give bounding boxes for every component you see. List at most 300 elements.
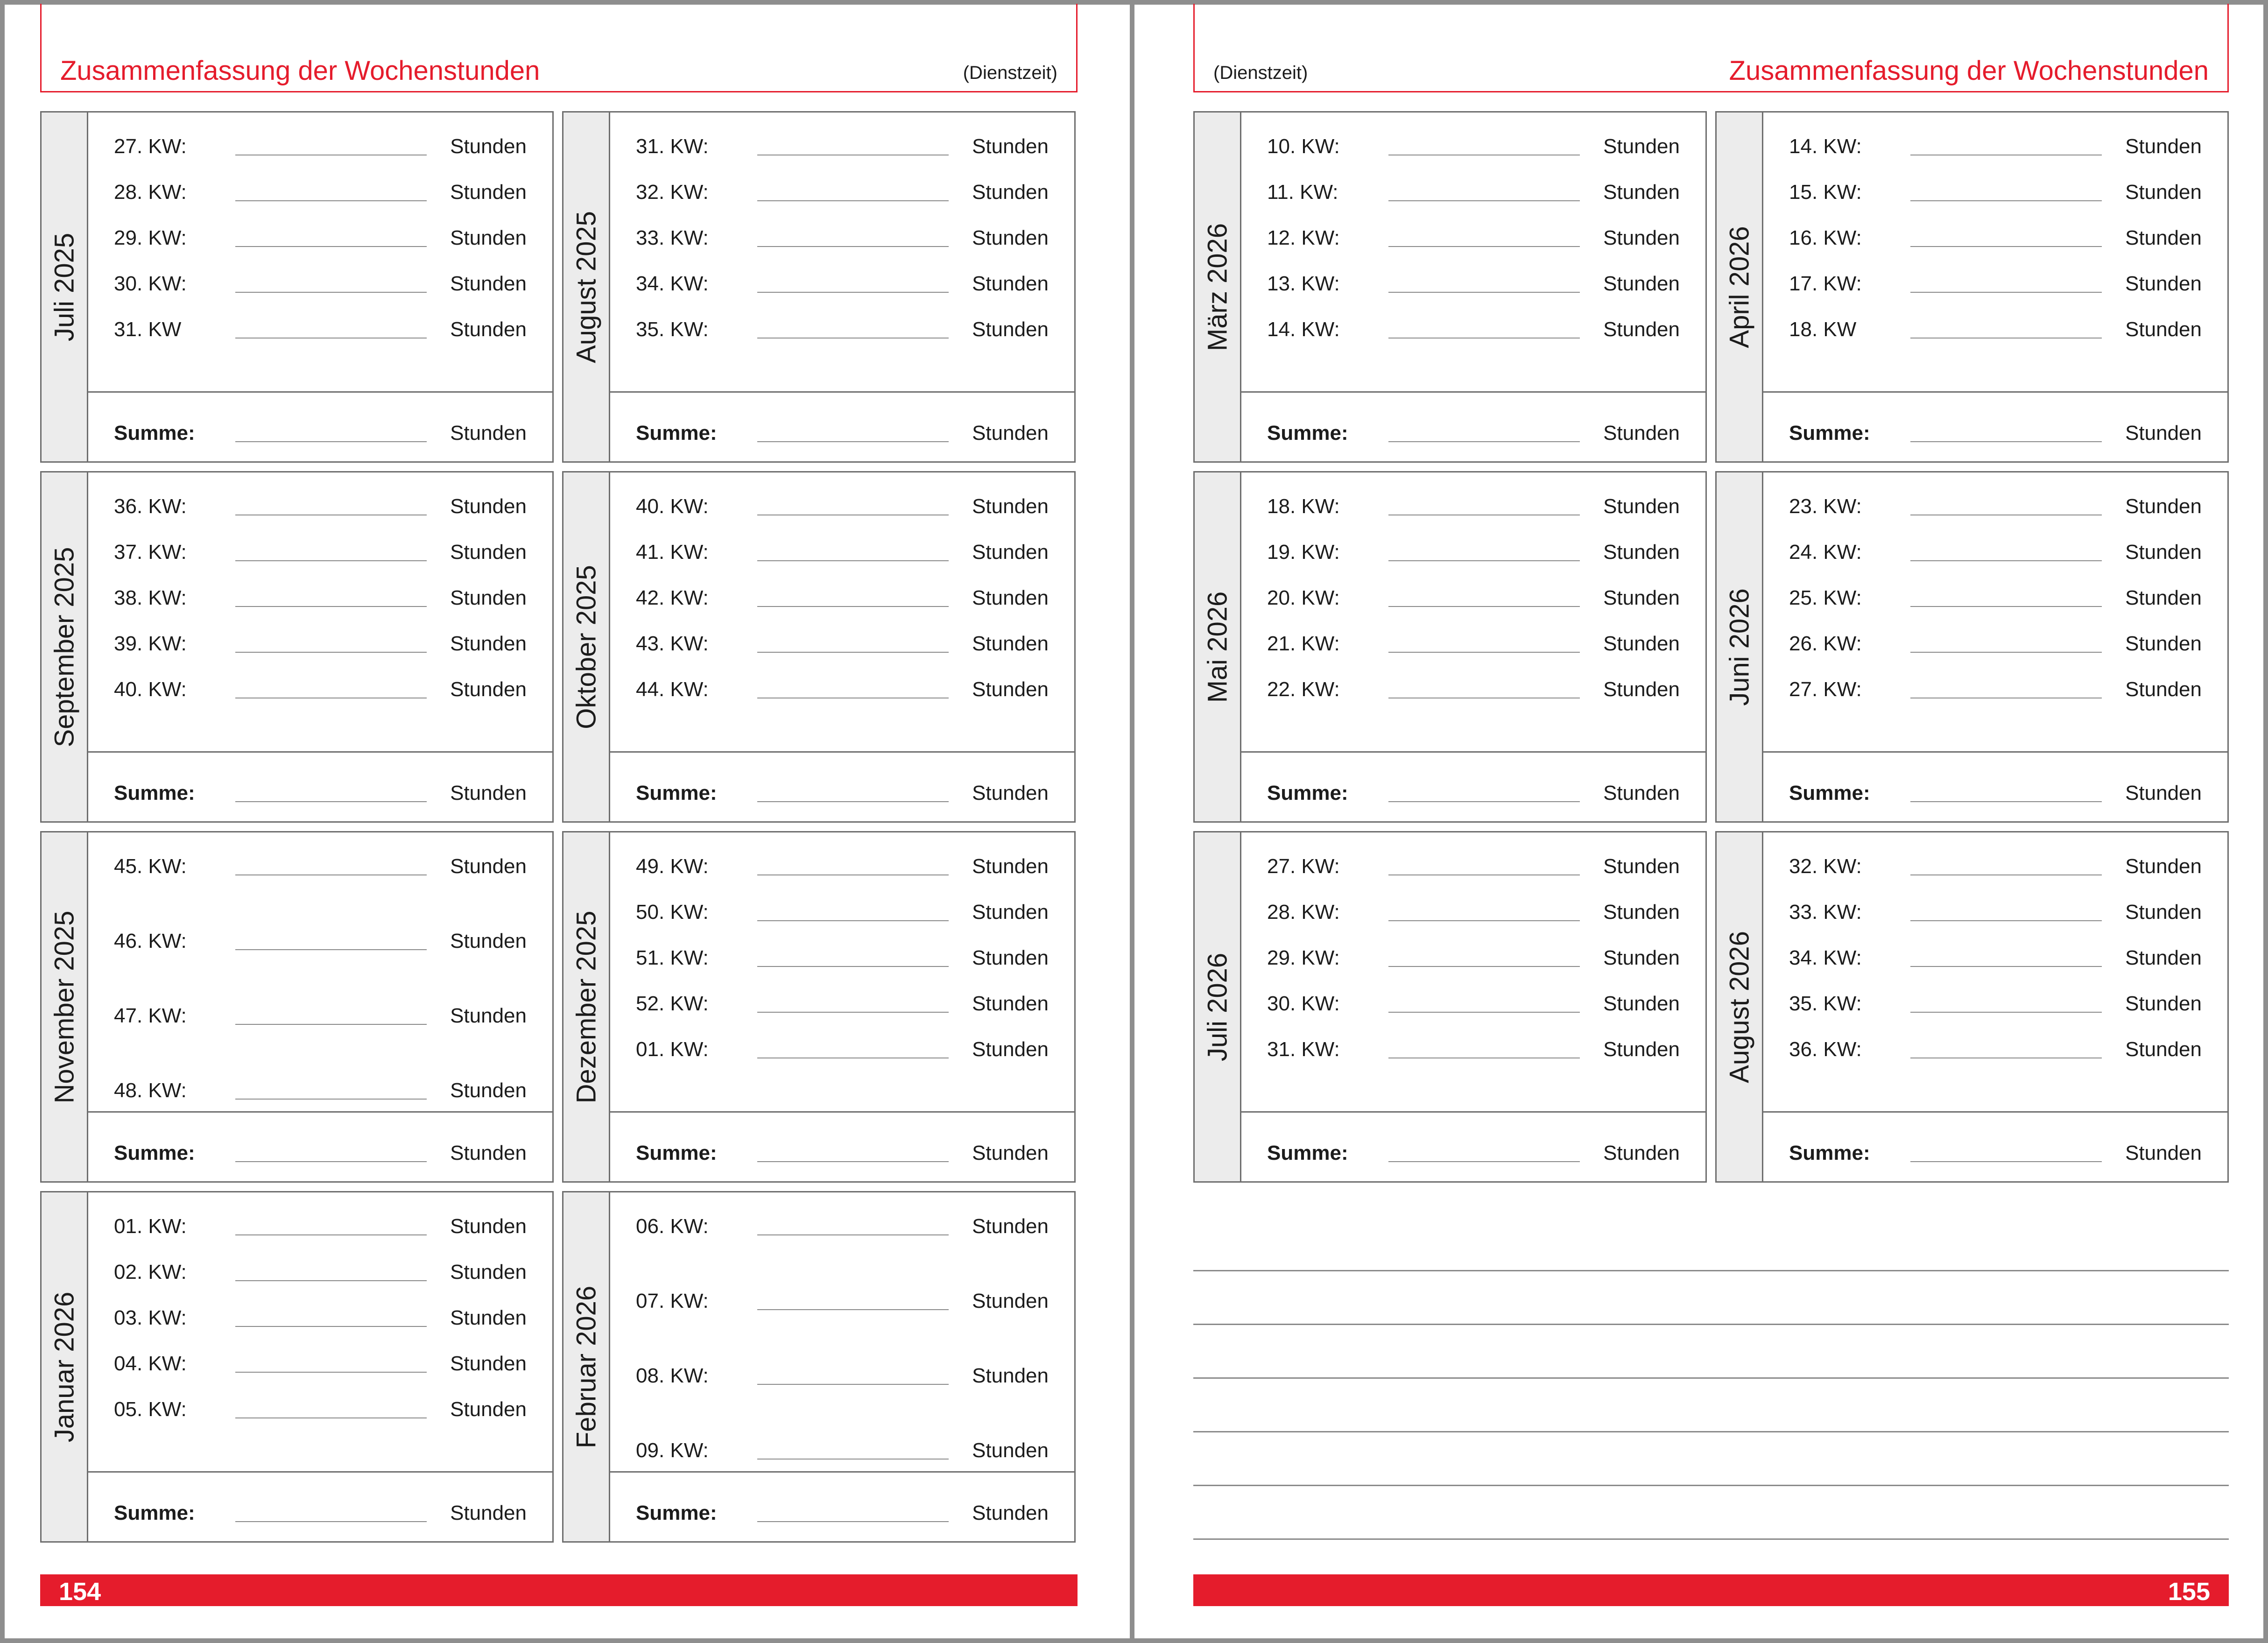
hours-entry-line[interactable] <box>1910 652 2102 653</box>
week-list <box>1763 113 2227 393</box>
week-label: 32. KW: <box>636 181 709 204</box>
hours-entry-line[interactable] <box>757 966 949 967</box>
hours-entry-line[interactable] <box>235 949 427 950</box>
unit-label: Stunden <box>972 495 1049 518</box>
book-spine <box>1130 0 1134 1643</box>
month-block <box>562 111 1076 463</box>
sum-entry-line[interactable] <box>1910 801 2102 802</box>
week-list <box>1763 832 2227 1113</box>
sum-entry-line[interactable] <box>1388 441 1580 442</box>
hours-entry-line[interactable] <box>235 606 427 607</box>
right-page <box>1134 0 2268 1643</box>
week-label: 11. KW: <box>1267 181 1338 204</box>
unit-label: Stunden <box>2125 422 2202 444</box>
week-row <box>610 846 1074 891</box>
sum-entry-line[interactable] <box>757 1521 949 1522</box>
week-row <box>610 217 1074 263</box>
month-tab <box>1717 113 1763 461</box>
week-label: 38. KW: <box>114 586 187 609</box>
hours-entry-line[interactable] <box>235 1372 427 1373</box>
sum-row <box>88 1473 552 1541</box>
month-label: Januar 2026 <box>49 1291 79 1442</box>
hours-entry-line[interactable] <box>1388 874 1580 875</box>
week-row <box>610 1430 1074 1475</box>
unit-label: Stunden <box>450 1215 527 1238</box>
week-row <box>1763 891 2227 937</box>
unit-label: Stunden <box>972 1038 1049 1061</box>
unit-label: Stunden <box>972 1290 1049 1312</box>
week-row <box>610 309 1074 354</box>
week-row <box>88 263 552 309</box>
week-label: 44. KW: <box>636 678 709 701</box>
unit-label: Stunden <box>1603 181 1680 204</box>
week-row <box>610 171 1074 217</box>
week-row <box>610 1206 1074 1251</box>
week-row <box>610 669 1074 714</box>
week-label: 10. KW: <box>1267 135 1340 158</box>
unit-label: Stunden <box>2125 541 2202 564</box>
week-row <box>1241 846 1705 891</box>
week-row <box>1763 309 2227 354</box>
sum-label: Summe: <box>114 782 195 804</box>
unit-label: Stunden <box>972 422 1049 444</box>
week-label: 15. KW: <box>1789 181 1862 204</box>
sum-entry-line[interactable] <box>235 1161 427 1162</box>
week-label: 27. KW: <box>1789 678 1862 701</box>
hours-entry-line[interactable] <box>1910 200 2102 201</box>
unit-label: Stunden <box>450 632 527 655</box>
sum-entry-line[interactable] <box>757 801 949 802</box>
week-label: 20. KW: <box>1267 586 1340 609</box>
week-list <box>88 832 552 1113</box>
week-list <box>610 113 1074 393</box>
week-list <box>610 832 1074 1113</box>
week-row <box>610 1029 1074 1074</box>
week-row <box>1763 983 2227 1029</box>
note-line[interactable] <box>1193 1324 2229 1325</box>
left-page-title: Zusammenfassung der Wochenstunden <box>60 56 540 86</box>
hours-entry-line[interactable] <box>757 200 949 201</box>
month-tab <box>563 113 610 461</box>
unit-label: Stunden <box>1603 586 1680 609</box>
right-page-number: 155 <box>2168 1578 2210 1606</box>
month-label: März 2026 <box>1202 223 1233 351</box>
hours-entry-line[interactable] <box>235 1280 427 1281</box>
hours-entry-line[interactable] <box>235 200 427 201</box>
week-label: 50. KW: <box>636 901 709 924</box>
week-row <box>1763 263 2227 309</box>
hours-entry-line[interactable] <box>235 1234 427 1235</box>
unit-label: Stunden <box>1603 901 1680 924</box>
hours-entry-line[interactable] <box>1910 560 2102 561</box>
sum-label: Summe: <box>114 1502 195 1524</box>
week-row <box>88 171 552 217</box>
month-block <box>1193 471 1707 823</box>
week-label: 09. KW: <box>636 1439 709 1462</box>
hours-entry-line[interactable] <box>757 652 949 653</box>
unit-label: Stunden <box>450 181 527 204</box>
hours-entry-line[interactable] <box>757 246 949 247</box>
week-label: 33. KW: <box>636 226 709 249</box>
week-label: 29. KW: <box>1267 946 1340 969</box>
right-page-title: Zusammenfassung der Wochenstunden <box>1729 56 2209 86</box>
unit-label: Stunden <box>450 318 527 341</box>
unit-label: Stunden <box>1603 1038 1680 1061</box>
left-page <box>0 0 1130 1643</box>
unit-label: Stunden <box>450 1352 527 1375</box>
hours-entry-line[interactable] <box>235 560 427 561</box>
week-label: 46. KW: <box>114 930 187 952</box>
week-label: 01. KW: <box>636 1038 709 1061</box>
note-line[interactable] <box>1193 1538 2229 1540</box>
hours-entry-line[interactable] <box>235 874 427 875</box>
sum-label: Summe: <box>636 422 717 444</box>
hours-entry-line[interactable] <box>1388 606 1580 607</box>
hours-entry-line[interactable] <box>235 1024 427 1025</box>
unit-label: Stunden <box>972 318 1049 341</box>
week-label: 18. KW <box>1789 318 1857 341</box>
month-tab <box>563 1192 610 1541</box>
week-row <box>1241 171 1705 217</box>
month-block <box>40 1191 554 1543</box>
week-row <box>88 309 552 354</box>
week-label: 33. KW: <box>1789 901 1862 924</box>
unit-label: Stunden <box>2125 135 2202 158</box>
unit-label: Stunden <box>2125 946 2202 969</box>
unit-label: Stunden <box>2125 992 2202 1015</box>
hours-entry-line[interactable] <box>757 1459 949 1460</box>
sum-label: Summe: <box>1789 422 1870 444</box>
week-label: 39. KW: <box>114 632 187 655</box>
sum-label: Summe: <box>636 782 717 804</box>
unit-label: Stunden <box>2125 226 2202 249</box>
month-tab <box>42 832 88 1181</box>
hours-entry-line[interactable] <box>1388 200 1580 201</box>
hours-entry-line[interactable] <box>1388 920 1580 921</box>
right-header <box>1193 4 2229 92</box>
sum-label: Summe: <box>636 1142 717 1164</box>
week-row <box>88 623 552 669</box>
unit-label: Stunden <box>2125 181 2202 204</box>
week-label: 17. KW: <box>1789 272 1862 295</box>
week-label: 07. KW: <box>636 1290 709 1312</box>
month-tab <box>1195 832 1241 1181</box>
unit-label: Stunden <box>450 495 527 518</box>
week-label: 40. KW: <box>114 678 187 701</box>
hours-entry-line[interactable] <box>1388 292 1580 293</box>
week-row <box>1763 171 2227 217</box>
hours-entry-line[interactable] <box>1388 966 1580 967</box>
month-tab <box>42 1192 88 1541</box>
hours-entry-line[interactable] <box>235 1326 427 1327</box>
week-label: 36. KW: <box>114 495 187 518</box>
sum-row <box>1241 1113 1705 1181</box>
right-page-subtitle: (Dienstzeit) <box>1213 63 1308 83</box>
week-row <box>610 891 1074 937</box>
unit-label: Stunden <box>972 181 1049 204</box>
unit-label: Stunden <box>450 226 527 249</box>
week-row <box>88 486 552 531</box>
unit-label: Stunden <box>450 1261 527 1283</box>
sum-row <box>610 393 1074 461</box>
week-row <box>610 531 1074 577</box>
week-row <box>1241 531 1705 577</box>
week-list <box>1763 472 2227 753</box>
unit-label: Stunden <box>972 541 1049 564</box>
month-label: Juli 2025 <box>49 233 79 341</box>
week-label: 36. KW: <box>1789 1038 1862 1061</box>
hours-entry-line[interactable] <box>757 1309 949 1310</box>
hours-entry-line[interactable] <box>757 874 949 875</box>
sum-entry-line[interactable] <box>1910 1161 2102 1162</box>
week-label: 30. KW: <box>1267 992 1340 1015</box>
month-label: August 2025 <box>571 211 601 363</box>
hours-entry-line[interactable] <box>757 1012 949 1013</box>
unit-label: Stunden <box>2125 632 2202 655</box>
sum-entry-line[interactable] <box>757 441 949 442</box>
week-list <box>88 472 552 753</box>
week-label: 06. KW: <box>636 1215 709 1238</box>
week-row <box>1241 623 1705 669</box>
week-row <box>610 937 1074 983</box>
week-list <box>88 1192 552 1473</box>
week-label: 16. KW: <box>1789 226 1862 249</box>
hours-entry-line[interactable] <box>1910 1012 2102 1013</box>
hours-entry-line[interactable] <box>1388 652 1580 653</box>
unit-label: Stunden <box>450 930 527 952</box>
right-page-number-bar <box>1193 1574 2229 1606</box>
week-row <box>88 126 552 171</box>
unit-label: Stunden <box>450 586 527 609</box>
note-line[interactable] <box>1193 1431 2229 1432</box>
unit-label: Stunden <box>2125 1142 2202 1164</box>
week-label: 34. KW: <box>1789 946 1862 969</box>
week-row <box>1241 983 1705 1029</box>
unit-label: Stunden <box>972 992 1049 1015</box>
week-label: 48. KW: <box>114 1079 187 1102</box>
month-label: Mai 2026 <box>1202 591 1233 703</box>
hours-entry-line[interactable] <box>1910 874 2102 875</box>
week-row <box>1763 1029 2227 1074</box>
week-label: 45. KW: <box>114 855 187 878</box>
sum-entry-line[interactable] <box>757 1161 949 1162</box>
unit-label: Stunden <box>2125 782 2202 804</box>
sum-row <box>1763 753 2227 821</box>
month-tab <box>1195 113 1241 461</box>
hours-entry-line[interactable] <box>757 292 949 293</box>
hours-entry-line[interactable] <box>757 560 949 561</box>
unit-label: Stunden <box>450 1142 527 1164</box>
sum-row <box>610 1113 1074 1181</box>
week-label: 02. KW: <box>114 1261 187 1283</box>
note-line[interactable] <box>1193 1270 2229 1271</box>
unit-label: Stunden <box>1603 946 1680 969</box>
sum-label: Summe: <box>1267 1142 1348 1164</box>
week-row <box>88 1070 552 1115</box>
sum-entry-line[interactable] <box>1388 801 1580 802</box>
hours-entry-line[interactable] <box>1388 246 1580 247</box>
week-row <box>1241 126 1705 171</box>
unit-label: Stunden <box>2125 1038 2202 1061</box>
week-list <box>88 113 552 393</box>
unit-label: Stunden <box>972 272 1049 295</box>
week-row <box>1763 217 2227 263</box>
hours-entry-line[interactable] <box>757 606 949 607</box>
week-label: 23. KW: <box>1789 495 1862 518</box>
week-row <box>1763 669 2227 714</box>
unit-label: Stunden <box>450 1079 527 1102</box>
week-row <box>1763 577 2227 623</box>
week-row <box>1241 486 1705 531</box>
week-label: 13. KW: <box>1267 272 1340 295</box>
hours-entry-line[interactable] <box>1388 1012 1580 1013</box>
unit-label: Stunden <box>972 946 1049 969</box>
unit-label: Stunden <box>450 272 527 295</box>
week-row <box>1763 623 2227 669</box>
unit-label: Stunden <box>450 135 527 158</box>
week-row <box>88 1343 552 1389</box>
hours-entry-line[interactable] <box>235 246 427 247</box>
week-label: 35. KW: <box>1789 992 1862 1015</box>
week-label: 41. KW: <box>636 541 709 564</box>
month-label: November 2025 <box>49 910 79 1103</box>
week-row <box>610 623 1074 669</box>
week-label: 14. KW: <box>1789 135 1862 158</box>
week-row <box>1241 217 1705 263</box>
month-label: Juli 2026 <box>1202 952 1233 1061</box>
sum-entry-line[interactable] <box>1910 441 2102 442</box>
unit-label: Stunden <box>450 1502 527 1524</box>
week-row <box>610 1355 1074 1401</box>
week-label: 52. KW: <box>636 992 709 1015</box>
sum-label: Summe: <box>114 422 195 444</box>
week-row <box>610 577 1074 623</box>
unit-label: Stunden <box>2125 318 2202 341</box>
hours-entry-line[interactable] <box>1910 246 2102 247</box>
hours-entry-line[interactable] <box>757 920 949 921</box>
sum-row <box>1763 393 2227 461</box>
week-row <box>1241 263 1705 309</box>
sum-row <box>88 393 552 461</box>
week-label: 35. KW: <box>636 318 709 341</box>
left-page-number: 154 <box>59 1578 101 1606</box>
week-label: 30. KW: <box>114 272 187 295</box>
month-block <box>40 471 554 823</box>
week-row <box>610 1280 1074 1326</box>
hours-entry-line[interactable] <box>235 1099 427 1100</box>
week-row <box>88 1389 552 1434</box>
week-row <box>88 920 552 966</box>
week-row <box>88 669 552 714</box>
week-label: 29. KW: <box>114 226 187 249</box>
sum-row <box>1763 1113 2227 1181</box>
month-label: April 2026 <box>1724 226 1754 348</box>
hours-entry-line[interactable] <box>1910 920 2102 921</box>
left-month-grid <box>40 111 1076 1543</box>
week-label: 28. KW: <box>114 181 187 204</box>
hours-entry-line[interactable] <box>235 1417 427 1418</box>
sum-entry-line[interactable] <box>235 441 427 442</box>
month-tab <box>1717 472 1763 821</box>
week-label: 27. KW: <box>114 135 187 158</box>
unit-label: Stunden <box>450 782 527 804</box>
week-row <box>610 983 1074 1029</box>
week-label: 01. KW: <box>114 1215 187 1238</box>
week-row <box>88 1251 552 1297</box>
unit-label: Stunden <box>1603 992 1680 1015</box>
week-row <box>1763 937 2227 983</box>
week-label: 22. KW: <box>1267 678 1340 701</box>
month-block <box>1715 831 2229 1183</box>
week-row <box>88 217 552 263</box>
unit-label: Stunden <box>2125 586 2202 609</box>
sum-row <box>610 753 1074 821</box>
hours-entry-line[interactable] <box>1910 606 2102 607</box>
sum-row <box>610 1473 1074 1541</box>
week-label: 31. KW: <box>1267 1038 1340 1061</box>
unit-label: Stunden <box>972 1364 1049 1387</box>
sum-row <box>88 1113 552 1181</box>
sum-entry-line[interactable] <box>1388 1161 1580 1162</box>
month-tab <box>1717 832 1763 1181</box>
week-row <box>610 263 1074 309</box>
month-block <box>1193 831 1707 1183</box>
unit-label: Stunden <box>450 1004 527 1027</box>
unit-label: Stunden <box>450 541 527 564</box>
hours-entry-line[interactable] <box>1388 560 1580 561</box>
month-block <box>40 831 554 1183</box>
hours-entry-line[interactable] <box>1910 966 2102 967</box>
note-line[interactable] <box>1193 1377 2229 1379</box>
unit-label: Stunden <box>1603 782 1680 804</box>
hours-entry-line[interactable] <box>757 1384 949 1385</box>
week-row <box>1241 1029 1705 1074</box>
week-label: 05. KW: <box>114 1398 187 1421</box>
hours-entry-line[interactable] <box>235 652 427 653</box>
week-label: 24. KW: <box>1789 541 1862 564</box>
unit-label: Stunden <box>1603 495 1680 518</box>
hours-entry-line[interactable] <box>1910 292 2102 293</box>
sum-entry-line[interactable] <box>235 1521 427 1522</box>
sum-entry-line[interactable] <box>235 801 427 802</box>
note-line[interactable] <box>1193 1485 2229 1486</box>
unit-label: Stunden <box>1603 855 1680 878</box>
sum-row <box>88 753 552 821</box>
week-label: 37. KW: <box>114 541 187 564</box>
month-label: Oktober 2025 <box>571 564 601 729</box>
unit-label: Stunden <box>2125 901 2202 924</box>
notes-area <box>1193 1270 2229 1592</box>
week-row <box>1241 669 1705 714</box>
sum-row <box>1241 393 1705 461</box>
month-label: Dezember 2025 <box>571 910 601 1103</box>
month-label: August 2026 <box>1724 931 1754 1083</box>
week-row <box>88 995 552 1041</box>
month-block <box>1715 471 2229 823</box>
hours-entry-line[interactable] <box>757 1234 949 1235</box>
month-tab <box>563 472 610 821</box>
unit-label: Stunden <box>2125 272 2202 295</box>
week-row <box>1241 891 1705 937</box>
unit-label: Stunden <box>972 678 1049 701</box>
week-label: 25. KW: <box>1789 586 1862 609</box>
week-label: 51. KW: <box>636 946 709 969</box>
month-label: Juni 2026 <box>1724 588 1754 706</box>
unit-label: Stunden <box>972 586 1049 609</box>
hours-entry-line[interactable] <box>235 292 427 293</box>
unit-label: Stunden <box>1603 1142 1680 1164</box>
right-month-grid <box>1193 111 2229 1183</box>
